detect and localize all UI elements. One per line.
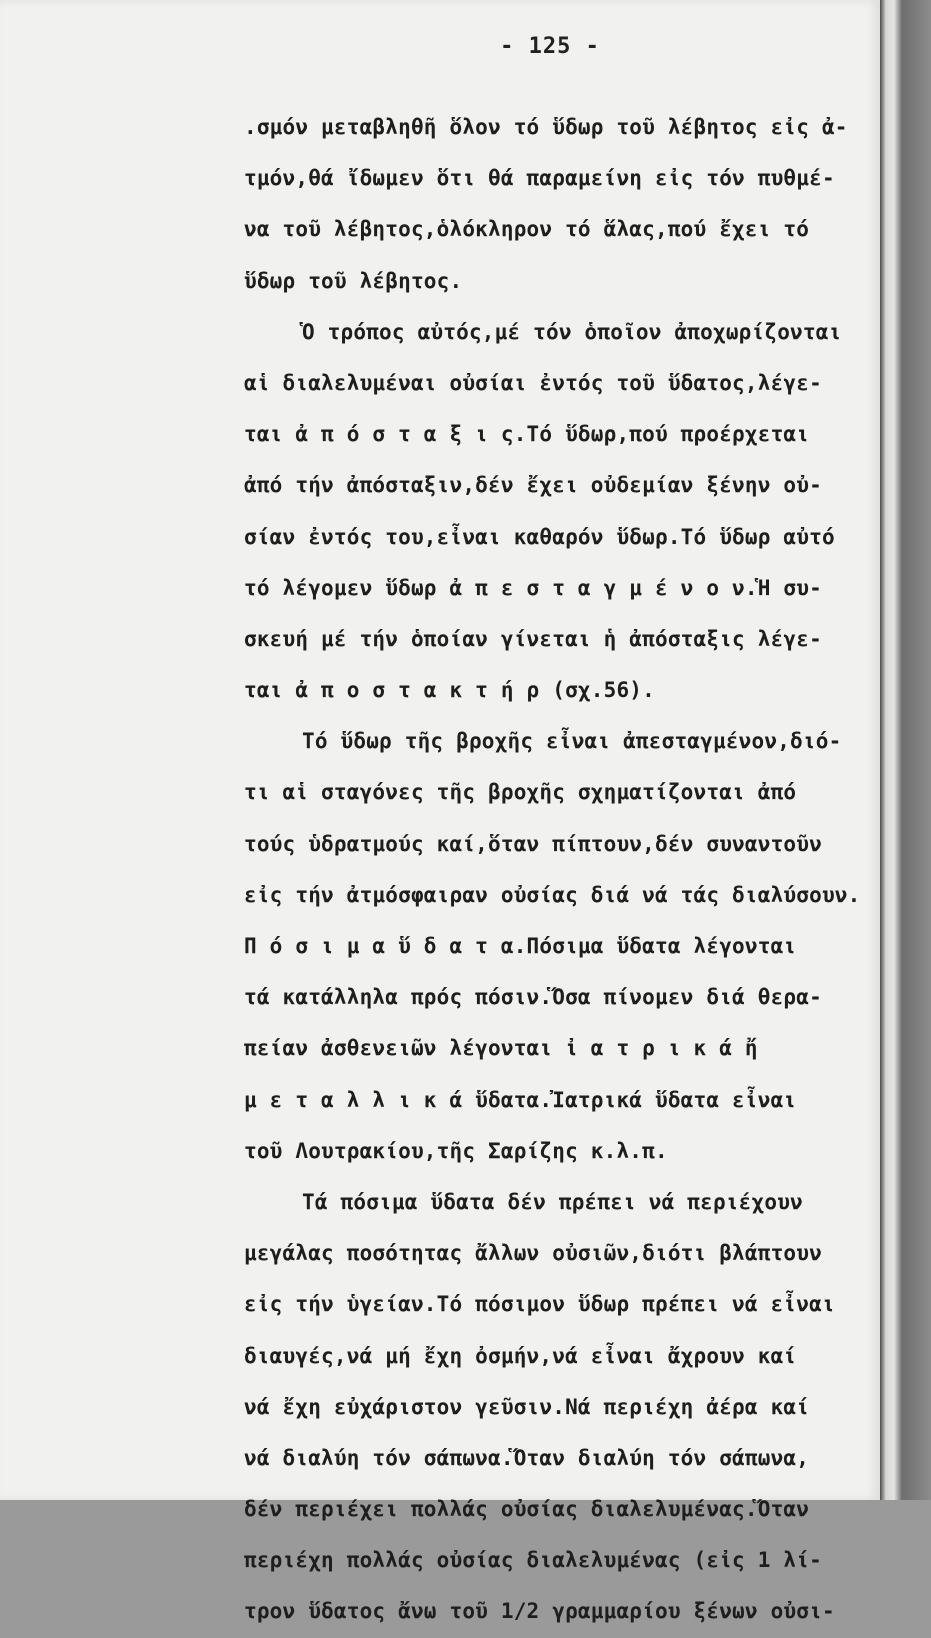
text-line: σκευή μέ τήν ὁποίαν γίνεται ἡ ἀπόσταξις λέγε- (244, 626, 822, 651)
text-line: τρον ὕδατος ἄνω τοῦ 1/2 γραμμαρίου ξένων οὐσι- (244, 1599, 835, 1624)
text-line: τούς ὑδρατμούς καί,ὅταν πίπτουν,δέν συναντοῦν (244, 831, 822, 856)
text-line: .σμόν μεταβληθῆ ὅλον τό ὕδωρ τοῦ λέβητος εἰς ἀ- (244, 115, 848, 139)
text-line: τοῦ Λουτρακίου,τῆς Σαρίζης κ.λ.π. (244, 1138, 668, 1163)
text-line: τά κατάλληλα πρός πόσιν.Ὅσα πίνομεν διά θερα- (244, 985, 822, 1010)
text-line: περιέχη πολλάς οὐσίας διαλελυμένας (εἰς 1 λί- (244, 1548, 822, 1573)
text-line: εἰς τήν ὑγείαν.Τό πόσιμον ὕδωρ πρέπει νά εἶναι (244, 1292, 835, 1317)
text-line: μεγάλας ποσότητας ἄλλων οὐσιῶν,διότι βλάπτουν (244, 1241, 822, 1266)
page-edge (880, 0, 931, 1500)
text-line: μ ε τ α λ λ ι κ ά ὕδατα.Ἰατρικά ὕδατα εἶναι (244, 1087, 797, 1112)
text-line: αἱ διαλελυμέναι οὐσίαι ἐντός τοῦ ὕδατος,λέγε- (244, 370, 822, 395)
text-line: σίαν ἐντός του,εἶναι καθαρόν ὕδωρ.Τό ὕδωρ αὐτό (244, 524, 835, 549)
text-line: Τά πόσιμα ὕδατα δέν πρέπει νά περιέχουν (302, 1189, 803, 1214)
text-line: ται ἀ π ό σ τ α ξ ι ς.Τό ὕδωρ,πού προέρχεται (244, 422, 810, 447)
text-line: τμόν,θά ἴδωμεν ὅτι θά παραμείνη εἰς τόν πυθμέ- (244, 166, 835, 191)
text-line: Τό ὕδωρ τῆς βροχῆς εἶναι ἀπεσταγμένον,διό- (302, 729, 842, 754)
text-line: Π ό σ ι μ α ὕ δ α τ α.Πόσιμα ὕδατα λέγονται (244, 934, 797, 958)
text-line: Ὁ τρόπος αὐτός,μέ τόν ὁποῖον ἀποχωρίζονται (302, 319, 842, 344)
text-line: τι αἱ σταγόνες τῆς βροχῆς σχηματίζονται ἀπό (244, 780, 797, 805)
text-line: δέν περιέχει πολλάς οὐσίας διαλελυμένας.Ὅταν (244, 1497, 810, 1522)
text-line: διαυγές,νά μή ἔχη ὀσμήν,νά εἶναι ἄχρουν καί (244, 1343, 797, 1368)
text-line: νά ἔχη εὐχάριστον γεῦσιν.Νά περιέχη ἀέρα καί (244, 1394, 810, 1419)
page-number: - 125 - (500, 34, 600, 59)
text-line: ἀπό τήν ἀπόσταξιν,δέν ἔχει οὐδεμίαν ξένην οὐ- (244, 473, 822, 498)
body-text (244, 102, 880, 1638)
text-line: νά διαλύη τόν σάπωνα.Ὅταν διαλύη τόν σάπωνα, (244, 1445, 810, 1470)
text-line: ὕδωρ τοῦ λέβητος. (244, 268, 463, 293)
text-line: να τοῦ λέβητος,ὁλόκληρον τό ἅλας,πού ἔχει τό (244, 217, 810, 242)
text-line: ται ἀ π ο σ τ α κ τ ή ρ (σχ.56). (244, 678, 655, 703)
text-line: τό λέγομεν ὕδωρ ἀ π ε σ τ α γ μ έ ν ο ν.Ἡ συ- (244, 575, 822, 600)
text-line: πείαν ἀσθενειῶν λέγονται ἰ α τ ρ ι κ ά ἤ (244, 1036, 758, 1061)
text-line: εἰς τήν ἀτμόσφαιραν οὐσίας διά νά τάς διαλύσουν. (244, 882, 861, 907)
